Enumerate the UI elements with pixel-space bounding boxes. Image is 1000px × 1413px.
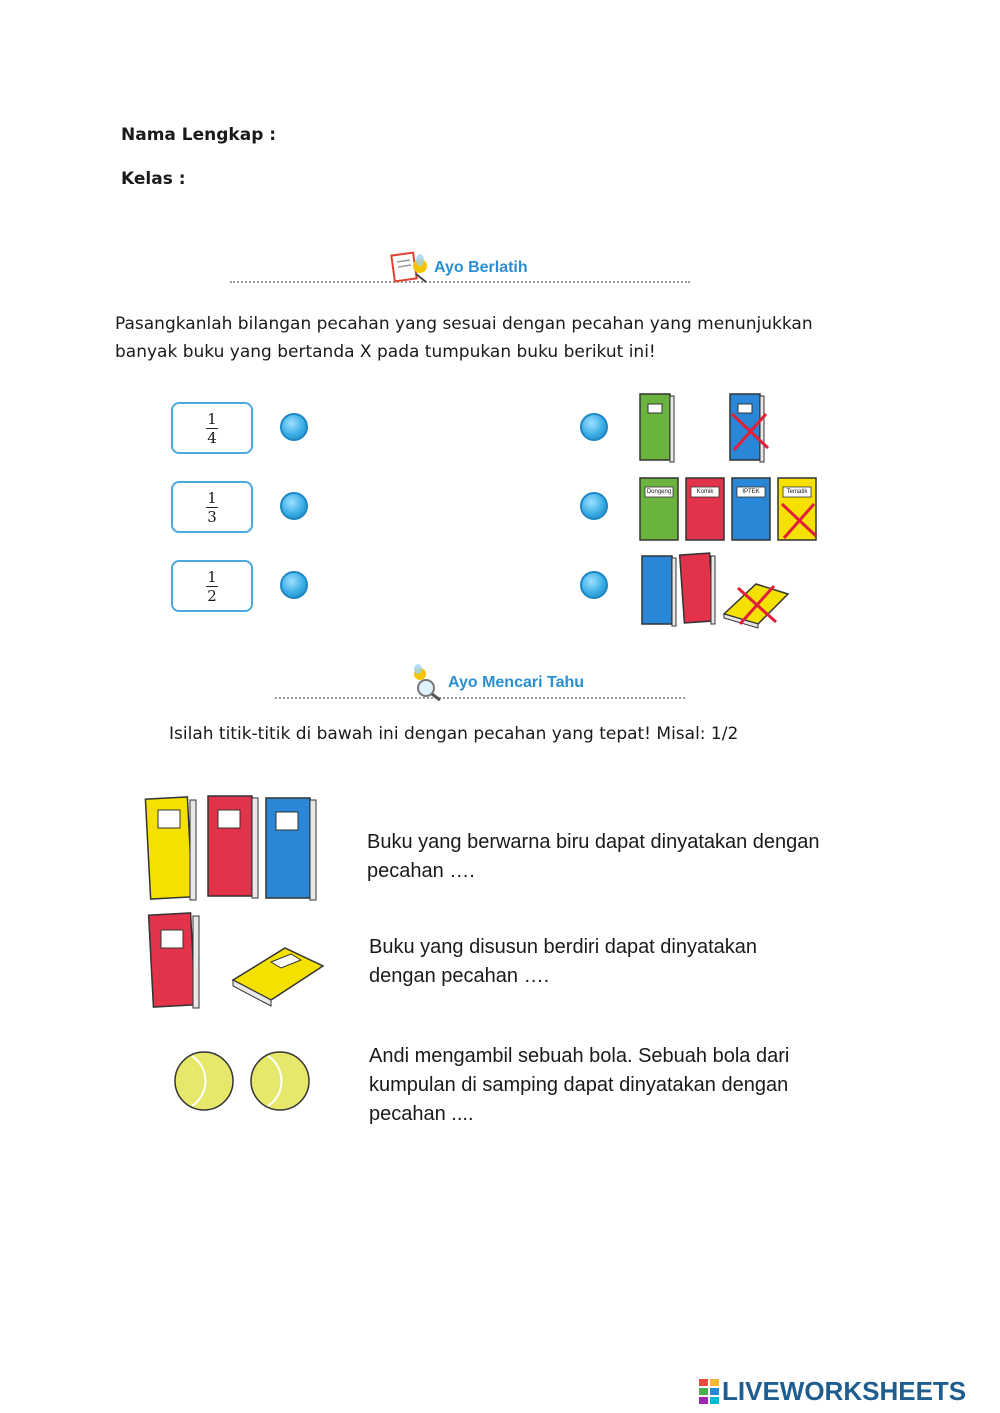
section-title-berlatih: Ayo Berlatih [434,259,528,276]
fraction-numerator: 1 [207,567,217,586]
question-3-line-3: pecahan .... [369,1103,474,1125]
question-3 [369,1042,789,1129]
instruction-matching [115,310,895,366]
question-3-line-2: kumpulan di samping dapat dinyatakan dengan [369,1074,789,1096]
books-group-3 [636,550,796,630]
match-dot-right-3[interactable] [580,571,608,599]
labeled-books [636,474,822,544]
three-books-image [140,790,330,906]
name-label: Nama Lengkap : [121,125,277,145]
fraction-denominator: 2 [207,586,217,605]
two-balls-image [170,1048,314,1114]
fraction-box-half[interactable] [171,560,253,612]
question-1 [367,828,820,886]
book-label-iptek: IPTEK [742,489,760,495]
two-books-image [145,908,335,1012]
fraction-box-third[interactable] [171,481,253,533]
fraction-numerator: 1 [207,409,217,428]
question-1-line-1: Buku yang berwarna biru dapat dinyatakan dengan [367,831,820,853]
book-label-tematik: Tematik [786,489,808,495]
fraction-box-quarter[interactable] [171,402,253,454]
green-book [640,394,674,462]
question-2-line-1: Buku yang disusun berdiri dapat dinyatakan [369,936,758,958]
instruction-fill: Isilah titik-titik di bawah ini dengan pecahan yang tepat! Misal: 1/2 [169,724,739,744]
book-label-dongeng: Dongeng [646,489,672,495]
class-label: Kelas : [121,169,186,189]
practice-icon [390,248,432,288]
blue-book-crossed [730,394,768,462]
question-2-line-2: dengan pecahan …. [369,965,550,987]
question-3-line-1: Andi mengambil sebuah bola. Sebuah bola dari [369,1045,790,1067]
watermark-text: LIVEWORKSHEETS [722,1376,967,1406]
liveworksheets-logo-icon [698,1377,720,1407]
magnifier-icon [408,664,444,702]
fraction-denominator: 4 [207,428,217,447]
section-title-mencari-tahu: Ayo Mencari Tahu [448,674,585,691]
section-header-mencari-tahu [408,664,584,702]
instruction-line-1: Pasangkanlah bilangan pecahan yang sesuai dengan pecahan yang menunjukkan [115,314,813,334]
liveworksheets-watermark [698,1376,966,1407]
match-dot-right-2[interactable] [580,492,608,520]
question-1-line-2: pecahan …. [367,860,475,882]
books-group-2 [636,474,822,544]
match-dot-left-2[interactable] [280,492,308,520]
question-2 [369,933,757,991]
fraction-numerator: 1 [207,488,217,507]
match-dot-left-3[interactable] [280,571,308,599]
instruction-line-2: banyak buku yang bertanda X pada tumpukan buku berikut ini! [115,342,656,362]
books-group-1 [636,390,776,466]
section-header-berlatih [390,248,528,288]
book-label-komik: Komik [696,489,714,495]
match-dot-right-1[interactable] [580,413,608,441]
fraction-denominator: 3 [207,507,217,526]
match-dot-left-1[interactable] [280,413,308,441]
